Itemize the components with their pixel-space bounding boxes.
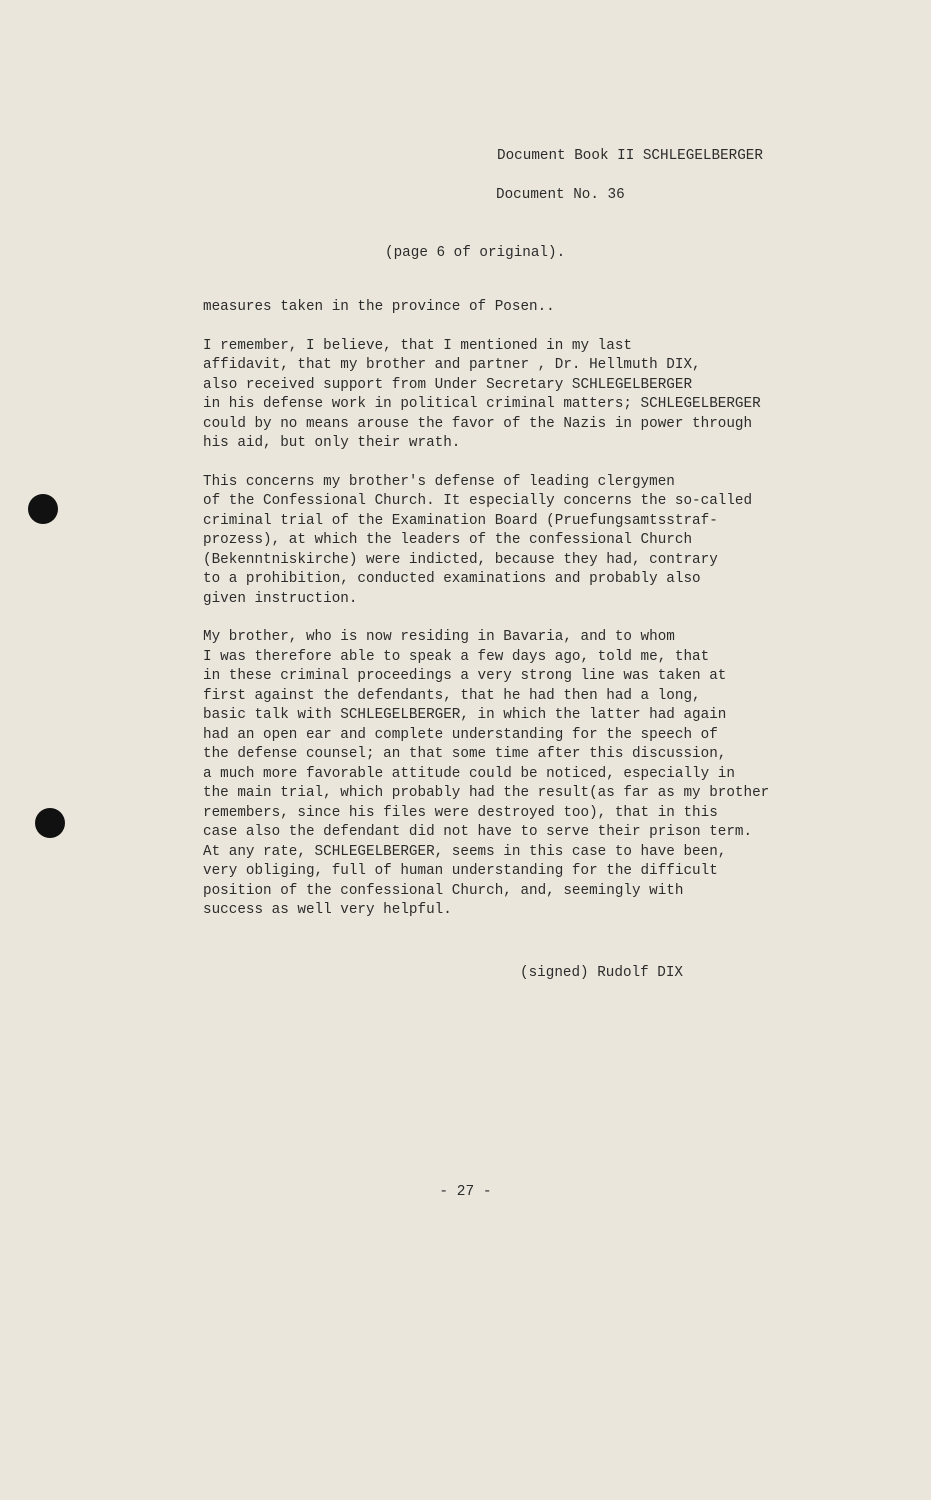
document-number: Document No. 36: [496, 187, 625, 203]
page-reference: (page 6 of original).: [385, 245, 566, 261]
document-book-heading: Document Book II SCHLEGELBERGER: [497, 148, 763, 164]
paragraph: This concerns my brother's defense of leading clergymen of the Confessional Church. It especially concerns the so-called criminal trial of the Examination Board (Pruefungsamtsstraf- prozess), at which the leaders of the confessional Church (Bekenntniskirche) were indicted, because they had, contrary to a prohibition, conducted examinations and probably also given instruction.: [203, 473, 753, 607]
paragraph: measures taken in the province of Posen..: [203, 299, 555, 315]
paragraph: My brother, who is now residing in Bavaria, and to whom I was therefore able to speak a few days ago, told me, that in these criminal proceedings a very strong line was taken at first against the defendants, that he had then had a long, basic talk with SCHLEGELBERGER, in which the latter had again had an open ear and complete understanding for the speech of the defense counsel; an that some time after this discussion, a much more favorable attitude could be noticed, especially in the main trial, which probably had the result(as far as my brother remembers, since his files were destroyed too), that in this case also the defendant did not have to serve their prison term. At any rate, SCHLEGELBERGER, seems in this case to have been, very obliging, full of human understanding for the difficult position of the confessional Church, and, seemingly with success as well very helpful.: [203, 629, 770, 918]
paragraph: I remember, I believe, that I mentioned in my last affidavit, that my brother and partner , Dr. Hellmuth DIX, also received support from Under Secretary SCHLEGELBERGER in his defense work in political criminal matters; SCHLEGELBERGER could by no means arouse the favor of the Nazis in power through his aid, but only their wrath.: [203, 337, 761, 451]
signature-line: (signed) Rudolf DIX: [520, 965, 684, 981]
page-number: - 27 -: [439, 1184, 492, 1200]
punch-hole-top: [28, 494, 58, 524]
punch-hole-bottom: [35, 808, 65, 838]
document-body: [203, 298, 853, 921]
